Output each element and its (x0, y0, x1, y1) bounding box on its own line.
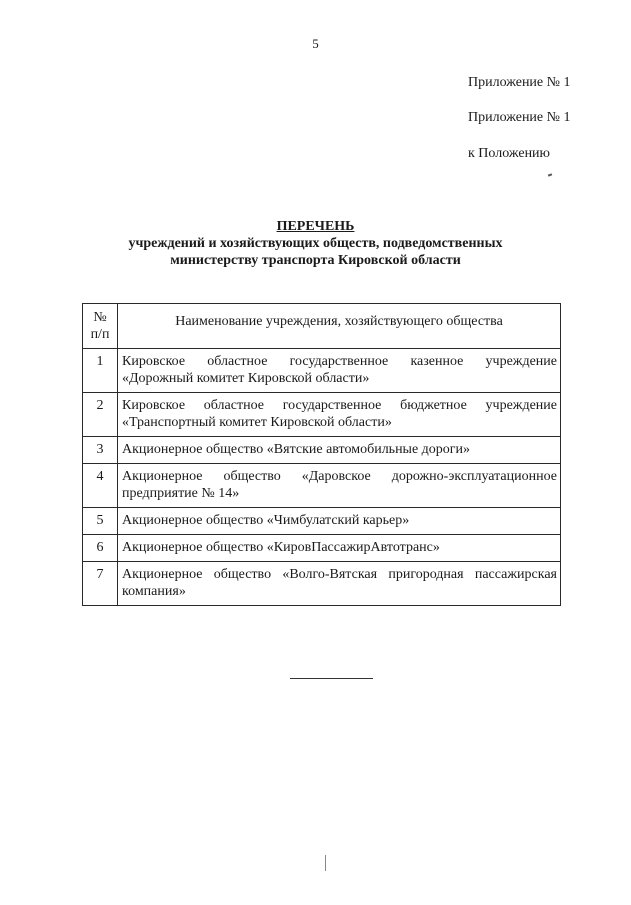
row-number: 2 (83, 393, 118, 437)
table-row (83, 535, 561, 562)
closing-rule (290, 678, 373, 679)
appendix-line-2: Приложение № 1 (468, 110, 571, 125)
row-name: Кировское областное государственное бюджетное учреждение «Транспортный комитет Кировской области» (118, 393, 561, 437)
title-line-2: учреждений и хозяйствующих обществ, подведомственных (128, 236, 503, 251)
appendix-line-3: к Положению (468, 146, 551, 161)
row-name: Акционерное общество «Вятские автомобильные дороги» (118, 437, 561, 464)
header-name: Наименование учреждения, хозяйствующего общества (118, 304, 561, 349)
table-row (83, 508, 561, 535)
document-title (0, 218, 631, 269)
row-number: 7 (83, 562, 118, 606)
row-number: 6 (83, 535, 118, 562)
table-row (83, 464, 561, 508)
header-number-symbol: № (93, 310, 107, 325)
scan-artifact (325, 855, 328, 871)
table-row (83, 437, 561, 464)
row-number: 4 (83, 464, 118, 508)
row-name: Акционерное общество «Чимбулатский карьер» (118, 508, 561, 535)
header-number (83, 304, 118, 349)
table-row (83, 393, 561, 437)
organizations-table (82, 303, 561, 606)
header-number-abbr: п/п (90, 327, 110, 342)
row-number: 3 (83, 437, 118, 464)
scan-artifact (548, 173, 552, 176)
row-name: Акционерное общество «Волго-Вятская пригородная пассажирская компания» (118, 562, 561, 606)
row-number: 5 (83, 508, 118, 535)
row-name: Кировское областное государственное казенное учреждение «Дорожный комитет Кировской области» (118, 349, 561, 393)
appendix-line-1: Приложение № 1 (468, 75, 571, 90)
row-name: Акционерное общество «Даровское дорожно-эксплуатационное предприятие № 14» (118, 464, 561, 508)
title-main: ПЕРЕЧЕНЬ (276, 219, 355, 234)
row-number: 1 (83, 349, 118, 393)
title-line-3: министерству транспорта Кировской области (170, 253, 461, 268)
table-header-row (83, 304, 561, 349)
row-name: Акционерное общество «КировПассажирАвтотранс» (118, 535, 561, 562)
table-row (83, 562, 561, 606)
table-row (83, 349, 561, 393)
page-number: 5 (312, 36, 319, 51)
